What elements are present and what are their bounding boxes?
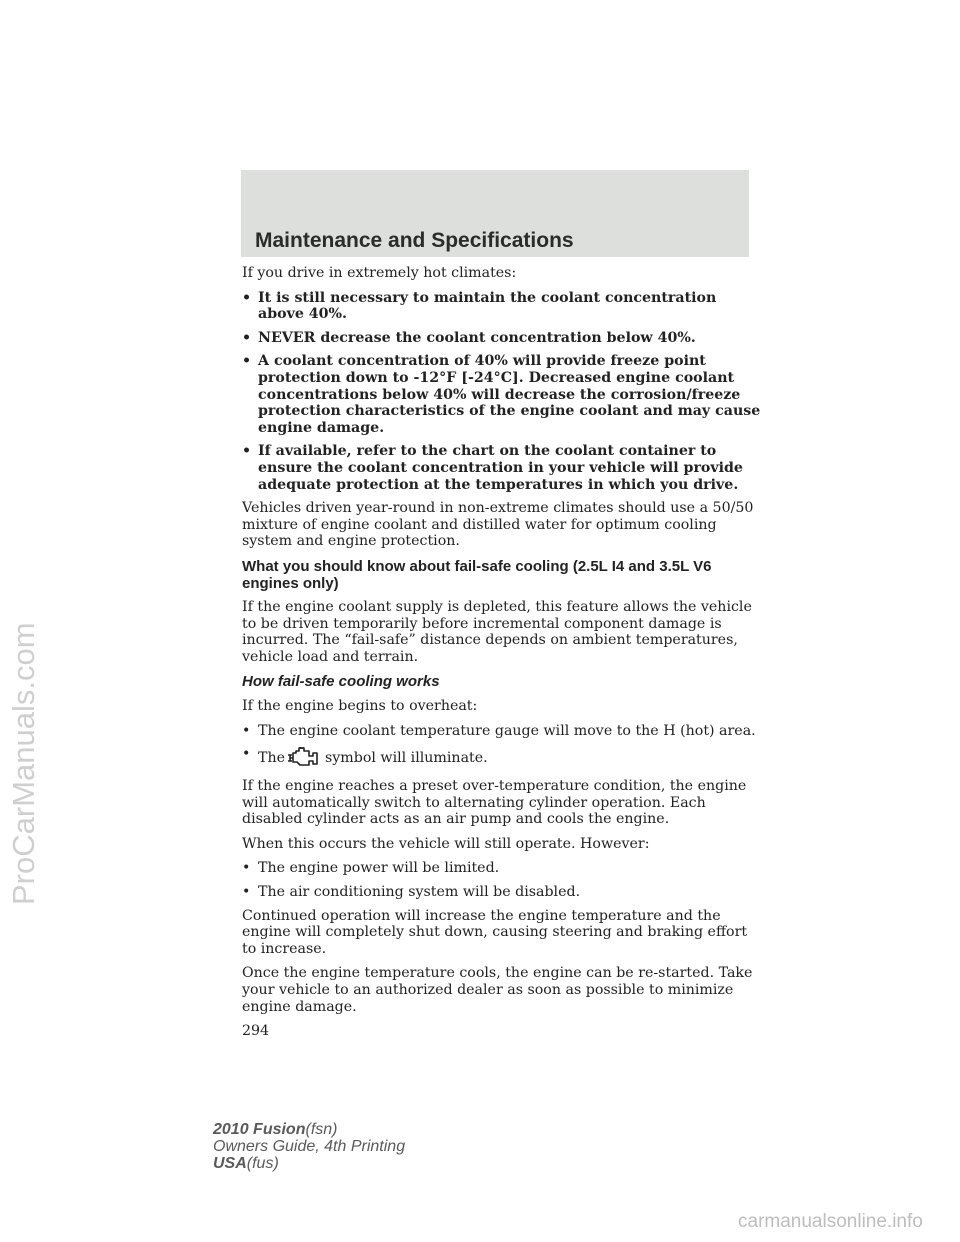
intro-text: If you drive in extremely hot climates: xyxy=(242,265,517,281)
bullet-text: If available, refer to the chart on the coolant container to ensure the coolant concentration in your vehicle will provide adequate protection at the temperatures in which you drive. xyxy=(258,443,743,493)
overheat-intro: If the engine begins to overheat: xyxy=(242,698,478,715)
list-item: • The symbol will illuminate. xyxy=(242,746,762,771)
operate-bullets xyxy=(242,860,762,900)
list-item: • The engine power will be limited. xyxy=(242,860,500,877)
page-number: 294 xyxy=(242,1023,270,1040)
footer-model: 2010 Fusion xyxy=(213,1121,306,1138)
bullet-text: The engine coolant temperature gauge will move to the H (hot) area. xyxy=(258,722,756,739)
operate-paragraph: When this occurs the vehicle will still operate. However: xyxy=(242,835,650,852)
vehicles-paragraph: Vehicles driven year-round in non-extreme climates should use a 50/50 mixture of engine coolant and distilled water for optimum cooling system and engine protection. xyxy=(242,500,754,550)
list-item: • A coolant concentration of 40% will provide freeze point protection down to -12°F [-24°C]. Decreased engine coolant concentrations below 40% will decrease the corrosion/freeze protection characteristics of the engine coolant and may cause engine damage. xyxy=(242,353,761,436)
bullet-text-pre: The xyxy=(258,750,285,767)
bullet-text-post: symbol will illuminate. xyxy=(325,750,488,767)
footer-model-code: (fsn) xyxy=(305,1121,338,1138)
footer-market-code: (fus) xyxy=(246,1155,279,1172)
list-item: • The air conditioning system will be disabled. xyxy=(242,884,581,901)
side-watermark-text: ProCarManuals.com xyxy=(6,622,41,905)
list-item: • If available, refer to the chart on the coolant container to ensure the coolant concentration in your vehicle will provide adequate protection at the temperatures in which you drive. xyxy=(242,443,743,493)
hot-climate-bullets xyxy=(242,290,762,494)
preset-paragraph: If the engine reaches a preset over-temperature condition, the engine will automatically switch to alternating cylinder operation. Each disabled cylinder acts as an air pump and cools the engine. xyxy=(242,778,747,828)
bullet-text: A coolant concentration of 40% will provide freeze point protection down to -12°F [-24°C]. Decreased engine coolant concentrations below 40% will decrease the corrosion/freeze protection characteristics of the engine coolant and may cause engine damage. xyxy=(258,353,761,436)
section-title: Maintenance and Specifications xyxy=(255,229,574,252)
engine-icon xyxy=(287,746,319,771)
footer xyxy=(213,1121,405,1172)
once-paragraph: Once the engine temperature cools, the engine can be re-started. Take your vehicle to an authorized dealer as soon as possible to minimize engine damage. xyxy=(242,965,753,1015)
how-failsafe-heading: How fail-safe cooling works xyxy=(242,673,440,691)
footer-line-2: Owners Guide, 4th Printing xyxy=(213,1138,406,1155)
footer-line-3 xyxy=(213,1155,405,1172)
list-item: • NEVER decrease the coolant concentration below 40%. xyxy=(242,329,696,346)
bullet-text: The engine power will be limited. xyxy=(258,860,500,877)
footer-line-1 xyxy=(213,1121,405,1138)
list-item: • The engine coolant temperature gauge will move to the H (hot) area. xyxy=(242,722,756,739)
bullet-text: The air conditioning system will be disabled. xyxy=(258,884,581,901)
bullet-text: NEVER decrease the coolant concentration below 40%. xyxy=(258,329,696,346)
failsafe-paragraph: If the engine coolant supply is depleted, this feature allows the vehicle to be driven temporarily before incremental component damage is incurred. The “fail-safe” distance depends on ambient temperatures, vehicle load and terrain. xyxy=(242,598,752,665)
page-content xyxy=(242,265,762,1040)
footer-market: USA xyxy=(213,1155,247,1172)
bullet-text: It is still necessary to maintain the coolant concentration above 40%. xyxy=(258,289,717,323)
list-item: • It is still necessary to maintain the coolant concentration above 40%. xyxy=(242,289,717,323)
failsafe-heading: What you should know about fail-safe cooling (2.5L I4 and 3.5L V6 engines only) xyxy=(242,557,712,592)
overheat-bullets xyxy=(242,723,762,771)
continued-paragraph: Continued operation will increase the engine temperature and the engine will completely shut down, causing steering and braking effort to increase. xyxy=(242,907,748,957)
bottom-watermark: carmanualsonline.info xyxy=(738,1211,923,1232)
